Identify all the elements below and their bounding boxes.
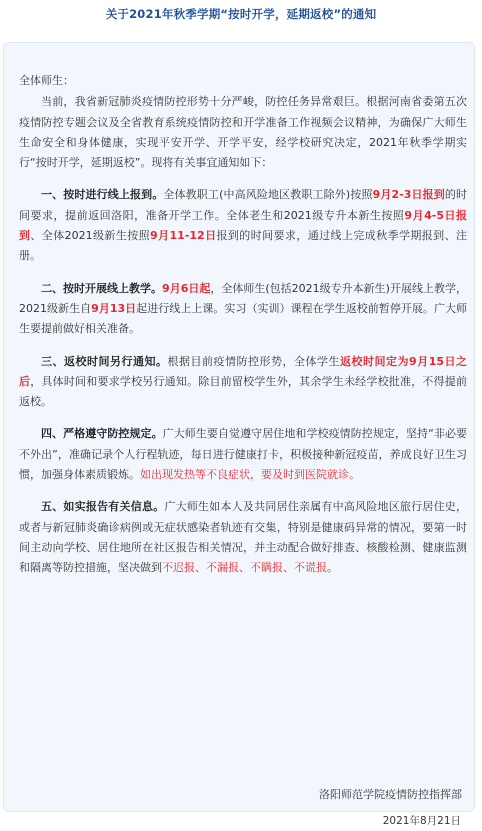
section-2-text: 起进行线上上课。实习（实训）课程在学生返校前暂停开展。广大师生要提前做好相关准备。 <box>19 301 468 336</box>
section-3-paragraph <box>19 352 467 413</box>
section-1-text: 、全体2021级新生按照 <box>30 229 151 243</box>
intro-paragraph: 当前，我省新冠肺炎疫情防控形势十分严峻，防控任务异常艰巨。根据河南省委第五次疫情防控专题会议及全省教育系统疫情防控和开学准备工作视频会议精神，为确保广大师生生命安全和身体健康，实现平安开学、开学平安，经学校研究决定，2021年秋季学期实行“按时开学，延期返校”。现将有关事宜通知如下： <box>19 95 467 170</box>
section-1-highlight: 9月2-3日报到 <box>372 188 445 202</box>
section-4-heading: 四、严格遵守防控规定。 <box>41 427 163 441</box>
section-3-highlight: 返校时间定为9月15日之后 <box>19 354 468 388</box>
section-5-text: 广大师生如本人及共同居住亲属有中高风险地区旅行居住史，或者与新冠肺炎确诊病例或无症状感染者轨迹有交集，特别是健康码异常的情况，要第一时间主动向学校、居住地所在社区报告相关情况，并主动配合做好排查、核酸检测、健康监测和隔离等防控措施，坚决做到 <box>19 500 468 575</box>
section-5-warning: 不迟报、不漏报、不瞒报、不谎报 <box>162 561 327 575</box>
section-1-heading: 一、按时进行线上报到。 <box>41 188 164 202</box>
section-4-text: 广大师生要自觉遵守居住地和学校疫情防控规定，坚持“非必要不外出”，准确记录个人行程轨迹，每日进行健康打卡，积极接种新冠疫苗，养成良好卫生习惯，加强身体素质锻炼。 <box>19 427 468 482</box>
notice-body <box>19 71 467 591</box>
section-1-text: 全体教职工(中高风险地区教职工除外)按照 <box>163 188 373 202</box>
section-1-text: 报到的时间要求，通过线上完成秋季学期报到、注册。 <box>19 229 467 263</box>
section-3-text: 根据目前疫情防控形势，全体学生 <box>167 354 341 368</box>
section-2-highlight: 9月6日起 <box>162 281 211 295</box>
section-5-heading: 五、如实报告有关信息。 <box>41 500 165 514</box>
section-1-highlight: 9月4-5日报到 <box>19 208 468 243</box>
section-2-highlight: 9月13日 <box>91 301 137 315</box>
section-2-paragraph <box>19 279 467 340</box>
notice-date: 2021年8月21日 <box>382 815 461 827</box>
notice-title: 关于2021年秋季学期“按时开学，延期返校”的通知 <box>105 7 377 21</box>
greeting: 全体师生： <box>19 74 74 87</box>
signature: 洛阳师范学院疫情防控指挥部 <box>319 788 462 801</box>
section-2-heading: 二、按时开展线上教学。 <box>41 281 163 295</box>
section-3-text: ，具体时间和要求学校另行通知。除目前留校学生外，其余学生未经学校批准，不得提前返校。 <box>19 374 468 409</box>
section-1-paragraph <box>19 185 467 266</box>
section-3-heading: 三、返校时间另行通知。 <box>41 354 168 368</box>
section-5-text: 。 <box>327 561 338 575</box>
section-5-paragraph <box>19 497 467 578</box>
section-1-highlight: 9月11-12日 <box>150 229 217 243</box>
section-4-paragraph <box>19 424 467 485</box>
section-4-warning: 如出现发热等不良症状，要及时到医院就诊。 <box>140 468 360 482</box>
section-2-text: ，全体师生(包括2021级专升本新生)开展线上教学，2021级新生自 <box>19 281 467 315</box>
section-1-text: 的时间要求，提前返回洛阳，准备开学工作。全体老生和2021级专升本新生按照 <box>19 188 468 222</box>
